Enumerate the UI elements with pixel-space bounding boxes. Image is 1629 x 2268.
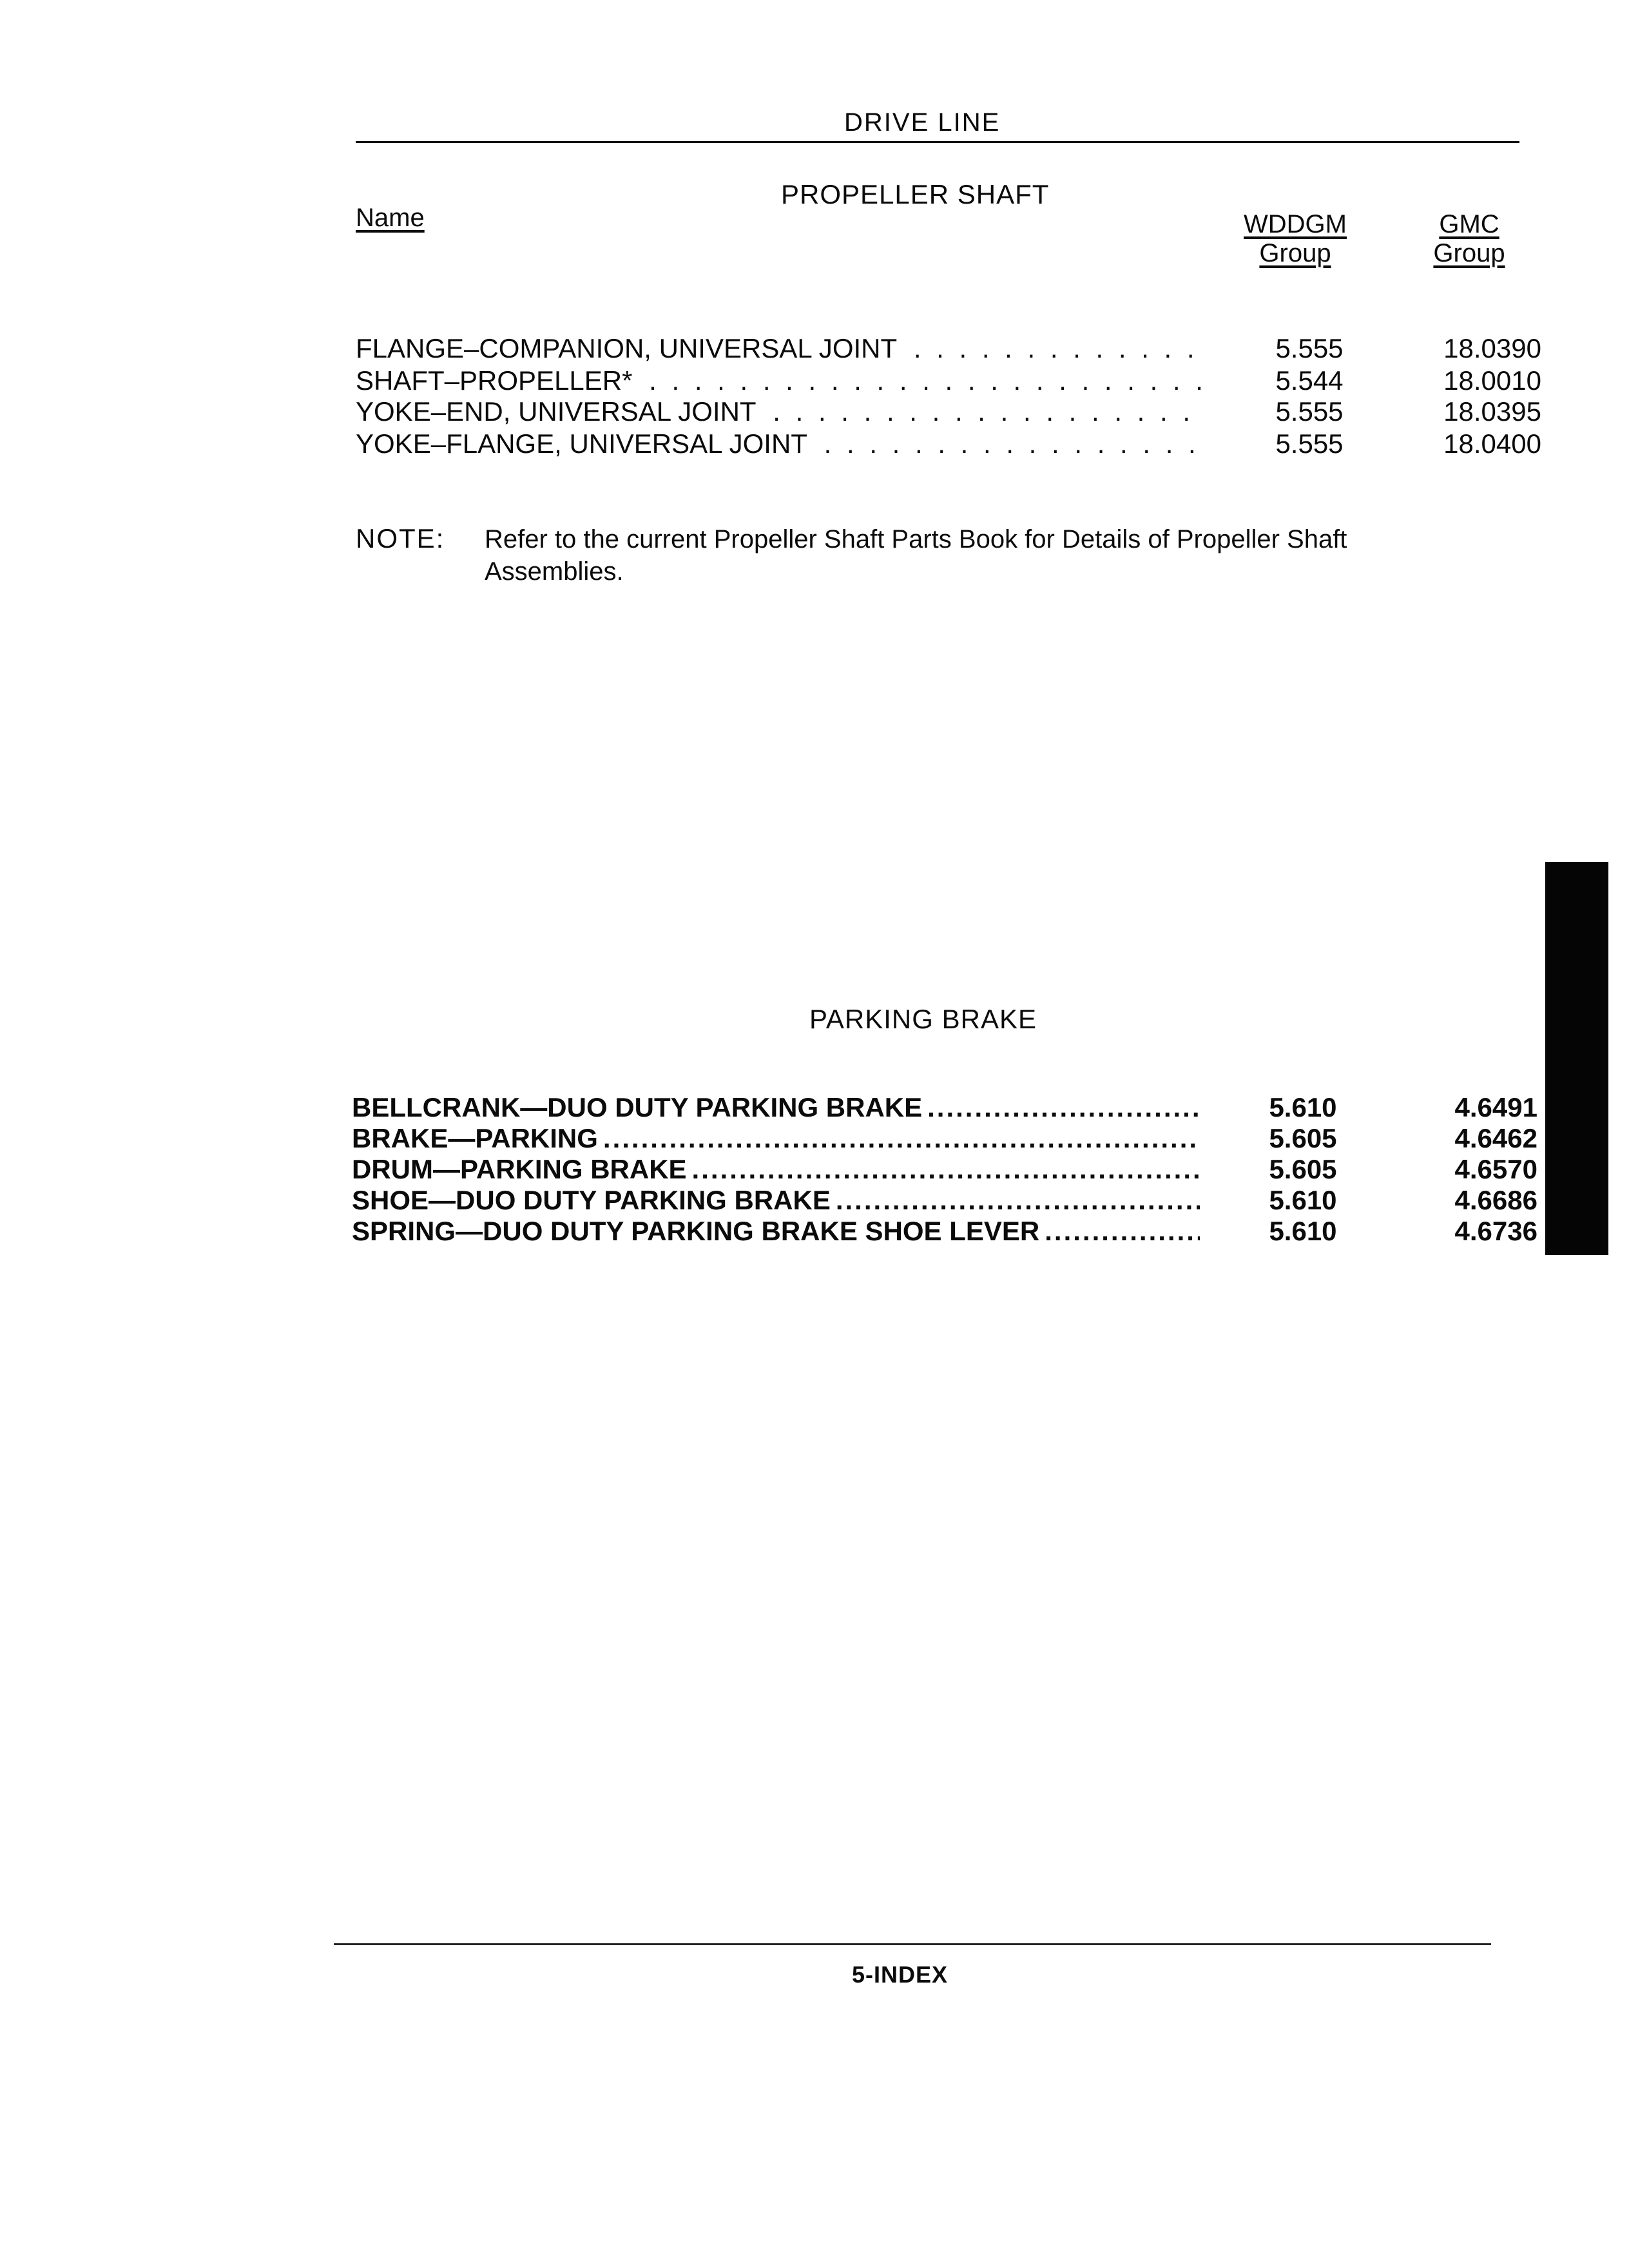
section-tab-marker [1545,862,1608,1255]
part-name-cell [356,428,1204,460]
column-header-gmc-line1: GMC [1439,210,1499,238]
column-header-name: Name [356,204,425,232]
part-name-cell [356,365,1204,397]
wddgm-group-value: 5.605 [1269,1154,1337,1184]
note-text: Refer to the current Propeller Shaft Parts Book for Details of Propeller Shaft Assemblies. [485,525,1347,586]
column-header-wddgm-line2: Group [1259,239,1331,267]
part-name-cell [352,1184,1200,1216]
wddgm-group-value: 5.610 [1269,1216,1337,1246]
footer-divider [334,1943,1491,1945]
part-name: DRUM—PARKING BRAKE [352,1154,692,1184]
header-divider [356,141,1519,143]
column-header-gmc [1405,210,1534,268]
gmc-group-value: 18.0010 [1443,365,1541,396]
wddgm-group-value: 5.610 [1269,1185,1337,1215]
part-name: BELLCRANK—DUO DUTY PARKING BRAKE [352,1092,927,1122]
page-number: 5-INDEX [852,1961,949,1988]
section-title-parking-brake: PARKING BRAKE [809,1004,1037,1034]
gmc-group-value: 18.0395 [1443,396,1541,427]
page-title: DRIVE LINE [844,108,1001,137]
part-name: FLANGE–COMPANION, UNIVERSAL JOINT [356,333,902,363]
gmc-group-value: 4.6462 [1454,1123,1537,1153]
part-name: YOKE–END, UNIVERSAL JOINT [356,396,762,427]
part-name: SHAFT–PROPELLER* [356,365,637,396]
part-name: BRAKE—PARKING [352,1123,603,1153]
part-name-cell [352,1153,1200,1186]
part-name: YOKE–FLANGE, UNIVERSAL JOINT [356,428,813,459]
wddgm-group-value: 5.610 [1269,1092,1337,1122]
part-name-cell [352,1122,1200,1155]
column-header-wddgm [1224,210,1366,268]
wddgm-group-value: 5.555 [1275,428,1344,459]
wddgm-group-value: 5.605 [1269,1123,1337,1153]
gmc-group-value: 18.0390 [1443,333,1541,363]
gmc-group-value: 4.6686 [1454,1185,1537,1215]
wddgm-group-value: 5.555 [1275,333,1344,363]
column-header-wddgm-line1: WDDGM [1244,210,1347,238]
gmc-group-value: 4.6491 [1454,1092,1537,1122]
gmc-group-value: 18.0400 [1443,428,1541,459]
wddgm-group-value: 5.555 [1275,396,1344,427]
column-header-gmc-line2: Group [1433,239,1505,267]
wddgm-group-value: 5.544 [1275,365,1344,396]
part-name-cell [352,1215,1200,1247]
part-name: SPRING—DUO DUTY PARKING BRAKE SHOE LEVER [352,1216,1045,1246]
gmc-group-value: 4.6570 [1454,1154,1537,1184]
part-name: SHOE—DUO DUTY PARKING BRAKE [352,1185,836,1215]
part-name-cell [352,1091,1200,1124]
part-name-cell [356,332,1204,365]
part-name-cell [356,396,1204,428]
note-label: NOTE: [356,523,445,553]
gmc-group-value: 4.6736 [1454,1216,1537,1246]
section-title-propeller-shaft: PROPELLER SHAFT [781,179,1050,209]
